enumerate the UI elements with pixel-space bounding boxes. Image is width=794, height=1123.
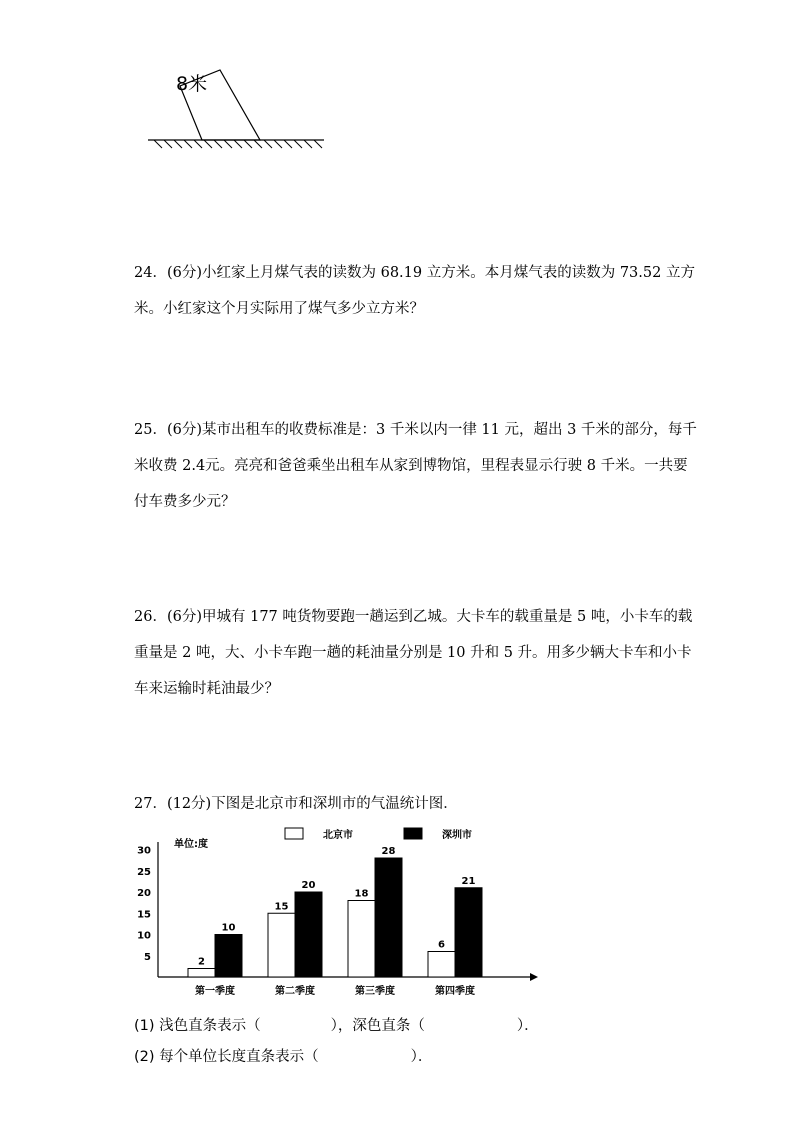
bar-value-label: 18 [354, 888, 369, 900]
bar [455, 888, 482, 977]
question-26-line-1: 26．(6分)甲城有 177 吨货物要跑一趟运到乙城。大卡车的载重量是 5 吨，小卡车的载 [134, 609, 693, 625]
x-tick-labels [195, 984, 475, 997]
sub-question-1-prefix: (1) 浅色直条表示（ [134, 1018, 261, 1034]
chart-bars [188, 846, 482, 977]
x-tick-label: 第三季度 [355, 986, 395, 997]
bar-value-label: 21 [461, 875, 476, 887]
bar-value-label: 20 [301, 880, 316, 891]
question-27-line-1: 27．(12分)下图是北京市和深圳市的气温统计图． [134, 796, 458, 812]
bar-value-label: 28 [381, 846, 396, 857]
y-tick-label: 25 [137, 866, 151, 878]
question-25 [134, 412, 697, 520]
bar [428, 952, 455, 978]
sub-question-2-prefix: (2) 每个单位长度直条表示（ [134, 1049, 319, 1065]
y-tick-labels [137, 846, 151, 963]
bar-value-label: 2 [198, 956, 205, 968]
leaning-board-figure [140, 60, 340, 160]
question-25-line-3: 付车费多少元？ [134, 494, 236, 510]
sub-question-2 [134, 1045, 432, 1066]
bar [375, 858, 402, 977]
legend-label: 北京市 [323, 830, 353, 841]
question-25-line-2: 米收费 2.4元。亮亮和爸爸乘坐出租车从家到博物馆，里程表显示行驶 8 千米。一共要 [134, 458, 688, 474]
question-26-line-3: 车来运输时耗油最少？ [134, 681, 279, 697]
y-tick-label: 15 [137, 909, 151, 921]
x-tick-label: 第一季度 [195, 986, 235, 997]
question-24 [134, 255, 695, 327]
question-26-line-2: 重量是 2 吨，大、小卡车跑一趟的耗油量分别是 10 升和 5 升。用多少辆大卡车和小卡 [134, 645, 692, 661]
sub-question-1 [134, 1014, 539, 1035]
x-tick-label: 第二季度 [275, 986, 315, 997]
bar [348, 901, 375, 978]
bar-value-label: 6 [438, 939, 445, 951]
board-length-label: 8米 [176, 73, 208, 95]
legend-label: 深圳市 [442, 830, 472, 841]
sub-question-2-suffix: ）． [410, 1049, 433, 1065]
sub-question-1-suffix: ）． [516, 1018, 539, 1034]
chart-legend [285, 828, 472, 841]
bar [268, 913, 295, 977]
legend-swatch [285, 828, 303, 839]
question-24-line-2: 米。小红家这个月实际用了煤气多少立方米？ [134, 301, 424, 317]
y-tick-label: 10 [137, 930, 151, 942]
question-25-line-1: 25．(6分)某市出租车的收费标准是：3 千米以内一律 11 元，超出 3 千米的部分，每千 [134, 422, 697, 438]
y-tick-label: 20 [137, 888, 151, 899]
sub-question-1-mid: ），深色直条（ [330, 1018, 425, 1034]
y-tick-label: 30 [137, 845, 151, 857]
temperature-bar-chart [130, 822, 550, 1007]
bar [188, 969, 215, 978]
question-24-line-1: 24．(6分)小红家上月煤气表的读数为 68.19 立方米。本月煤气表的读数为 73.52 立方 [134, 265, 695, 281]
question-27 [134, 786, 674, 822]
bar [215, 935, 242, 978]
question-26 [134, 599, 693, 707]
bar-value-label: 15 [274, 901, 289, 913]
y-tick-label: 5 [144, 951, 151, 963]
x-tick-label: 第四季度 [435, 986, 475, 997]
unit-label: 单位:度 [174, 839, 208, 850]
x-axis-arrow [530, 973, 538, 981]
bar [295, 892, 322, 977]
ground-hatching [154, 140, 322, 148]
bar-value-label: 10 [221, 922, 236, 934]
legend-swatch [404, 828, 422, 839]
